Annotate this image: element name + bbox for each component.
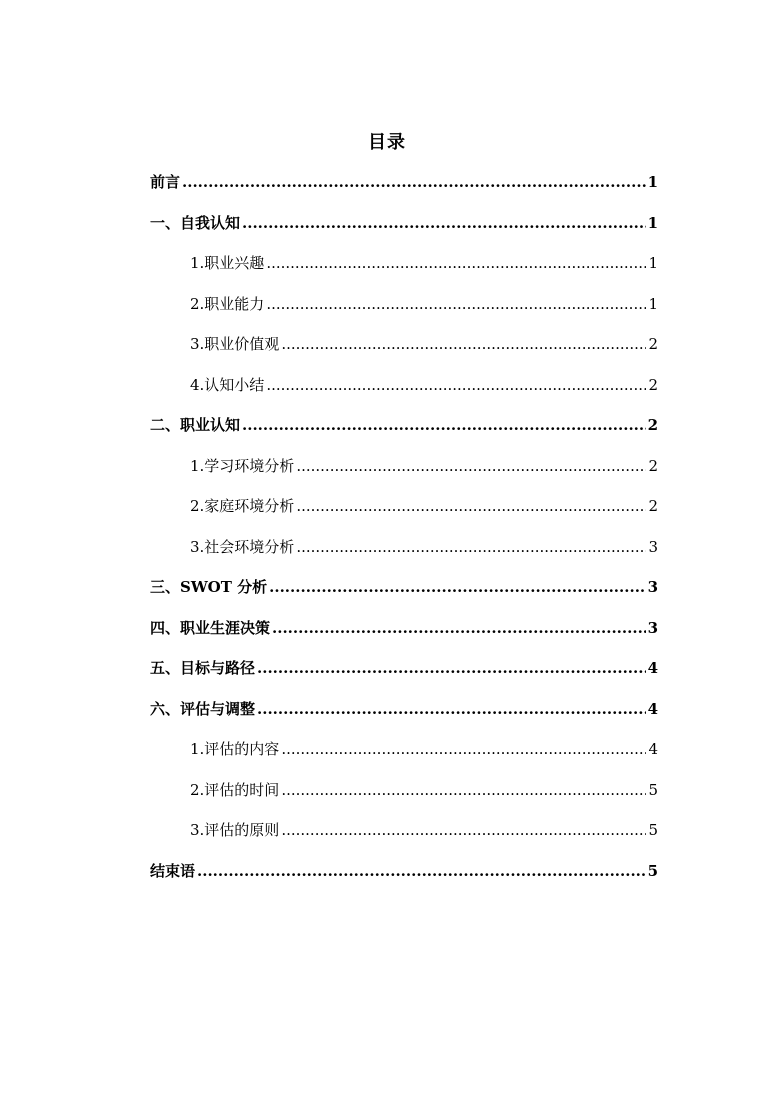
dot-leader — [269, 567, 645, 608]
toc-entry-career-interest[interactable] — [150, 243, 658, 284]
toc-entry-page: 2 — [648, 497, 658, 515]
toc-entry-label: 三、SWOT 分析 — [150, 578, 268, 596]
toc-entry-label: 2.家庭环境分析 — [190, 497, 295, 515]
toc-entry-page: 2 — [648, 335, 658, 353]
toc-entry-page: 5 — [648, 821, 658, 839]
toc-entry-evaluation-content[interactable] — [150, 729, 658, 770]
toc-entry-label: 1.学习环境分析 — [190, 456, 295, 475]
toc-entry-learning-environment[interactable] — [150, 446, 658, 487]
toc-entry-social-environment[interactable] — [150, 527, 658, 568]
dot-leader — [266, 365, 646, 406]
toc-entry-page: 4 — [648, 740, 658, 758]
dot-leader — [242, 405, 646, 446]
toc-entry-page: 2 — [648, 375, 658, 394]
toc-entry-self-awareness[interactable] — [150, 203, 658, 244]
table-of-contents — [150, 162, 658, 891]
dot-leader — [257, 689, 646, 730]
toc-entry-label: 1.职业兴趣 — [190, 254, 265, 272]
toc-entry-career-ability[interactable] — [150, 284, 658, 325]
dot-leader — [266, 243, 646, 284]
toc-entry-label: 结束语 — [150, 861, 196, 880]
toc-entry-conclusion[interactable] — [150, 851, 658, 892]
dot-leader — [281, 729, 646, 770]
toc-entry-page: 4 — [647, 699, 658, 718]
dot-leader — [281, 770, 646, 811]
dot-leader — [197, 851, 646, 892]
toc-entry-swot-analysis[interactable] — [150, 567, 658, 608]
toc-entry-page: 5 — [647, 861, 658, 880]
dot-leader — [266, 284, 646, 325]
toc-entry-page: 5 — [648, 780, 658, 799]
toc-entry-page: 1 — [648, 294, 658, 313]
dot-leader — [242, 203, 646, 244]
toc-entry-label: 前言 — [150, 173, 181, 191]
toc-entry-label: 3.职业价值观 — [190, 335, 280, 353]
toc-entry-label: 1.评估的内容 — [190, 740, 280, 758]
toc-entry-label: 2.评估的时间 — [190, 780, 280, 799]
toc-entry-page: 2 — [647, 416, 658, 434]
toc-entry-page: 1 — [648, 254, 658, 272]
toc-entry-goals-and-paths[interactable] — [150, 648, 658, 689]
toc-entry-page: 4 — [647, 659, 658, 677]
toc-entry-evaluation-time[interactable] — [150, 770, 658, 811]
toc-entry-evaluation-principles[interactable] — [150, 810, 658, 851]
toc-entry-career-values[interactable] — [150, 324, 658, 365]
toc-entry-label: 一、自我认知 — [150, 213, 241, 232]
toc-entry-preface[interactable] — [150, 162, 658, 203]
toc-entry-page: 3 — [648, 537, 658, 556]
dot-leader — [182, 162, 646, 203]
toc-entry-evaluation-adjustment[interactable] — [150, 689, 658, 730]
toc-entry-label: 3.评估的原则 — [190, 821, 280, 839]
toc-entry-family-environment[interactable] — [150, 486, 658, 527]
dot-leader — [296, 527, 646, 568]
toc-entry-label: 4.认知小结 — [190, 375, 265, 394]
toc-entry-career-cognition[interactable] — [150, 405, 658, 446]
toc-entry-label: 六、评估与调整 — [150, 699, 256, 718]
dot-leader — [272, 608, 646, 649]
toc-title: 目录 — [368, 132, 406, 153]
toc-entry-label: 四、职业生涯决策 — [150, 618, 271, 637]
toc-entry-page: 1 — [647, 213, 658, 232]
toc-entry-page: 3 — [647, 618, 658, 637]
toc-entry-career-decision[interactable] — [150, 608, 658, 649]
toc-entry-label: 2.职业能力 — [190, 294, 265, 313]
dot-leader — [281, 810, 646, 851]
toc-entry-label: 五、目标与路径 — [150, 659, 256, 677]
toc-entry-label: 3.社会环境分析 — [190, 537, 295, 556]
toc-entry-cognition-summary[interactable] — [150, 365, 658, 406]
toc-entry-page: 3 — [647, 578, 658, 596]
dot-leader — [296, 446, 646, 487]
toc-entry-label: 二、职业认知 — [150, 416, 241, 434]
dot-leader — [281, 324, 646, 365]
toc-entry-page: 1 — [647, 173, 658, 191]
dot-leader — [296, 486, 646, 527]
dot-leader — [257, 648, 646, 689]
toc-entry-page: 2 — [648, 456, 658, 475]
